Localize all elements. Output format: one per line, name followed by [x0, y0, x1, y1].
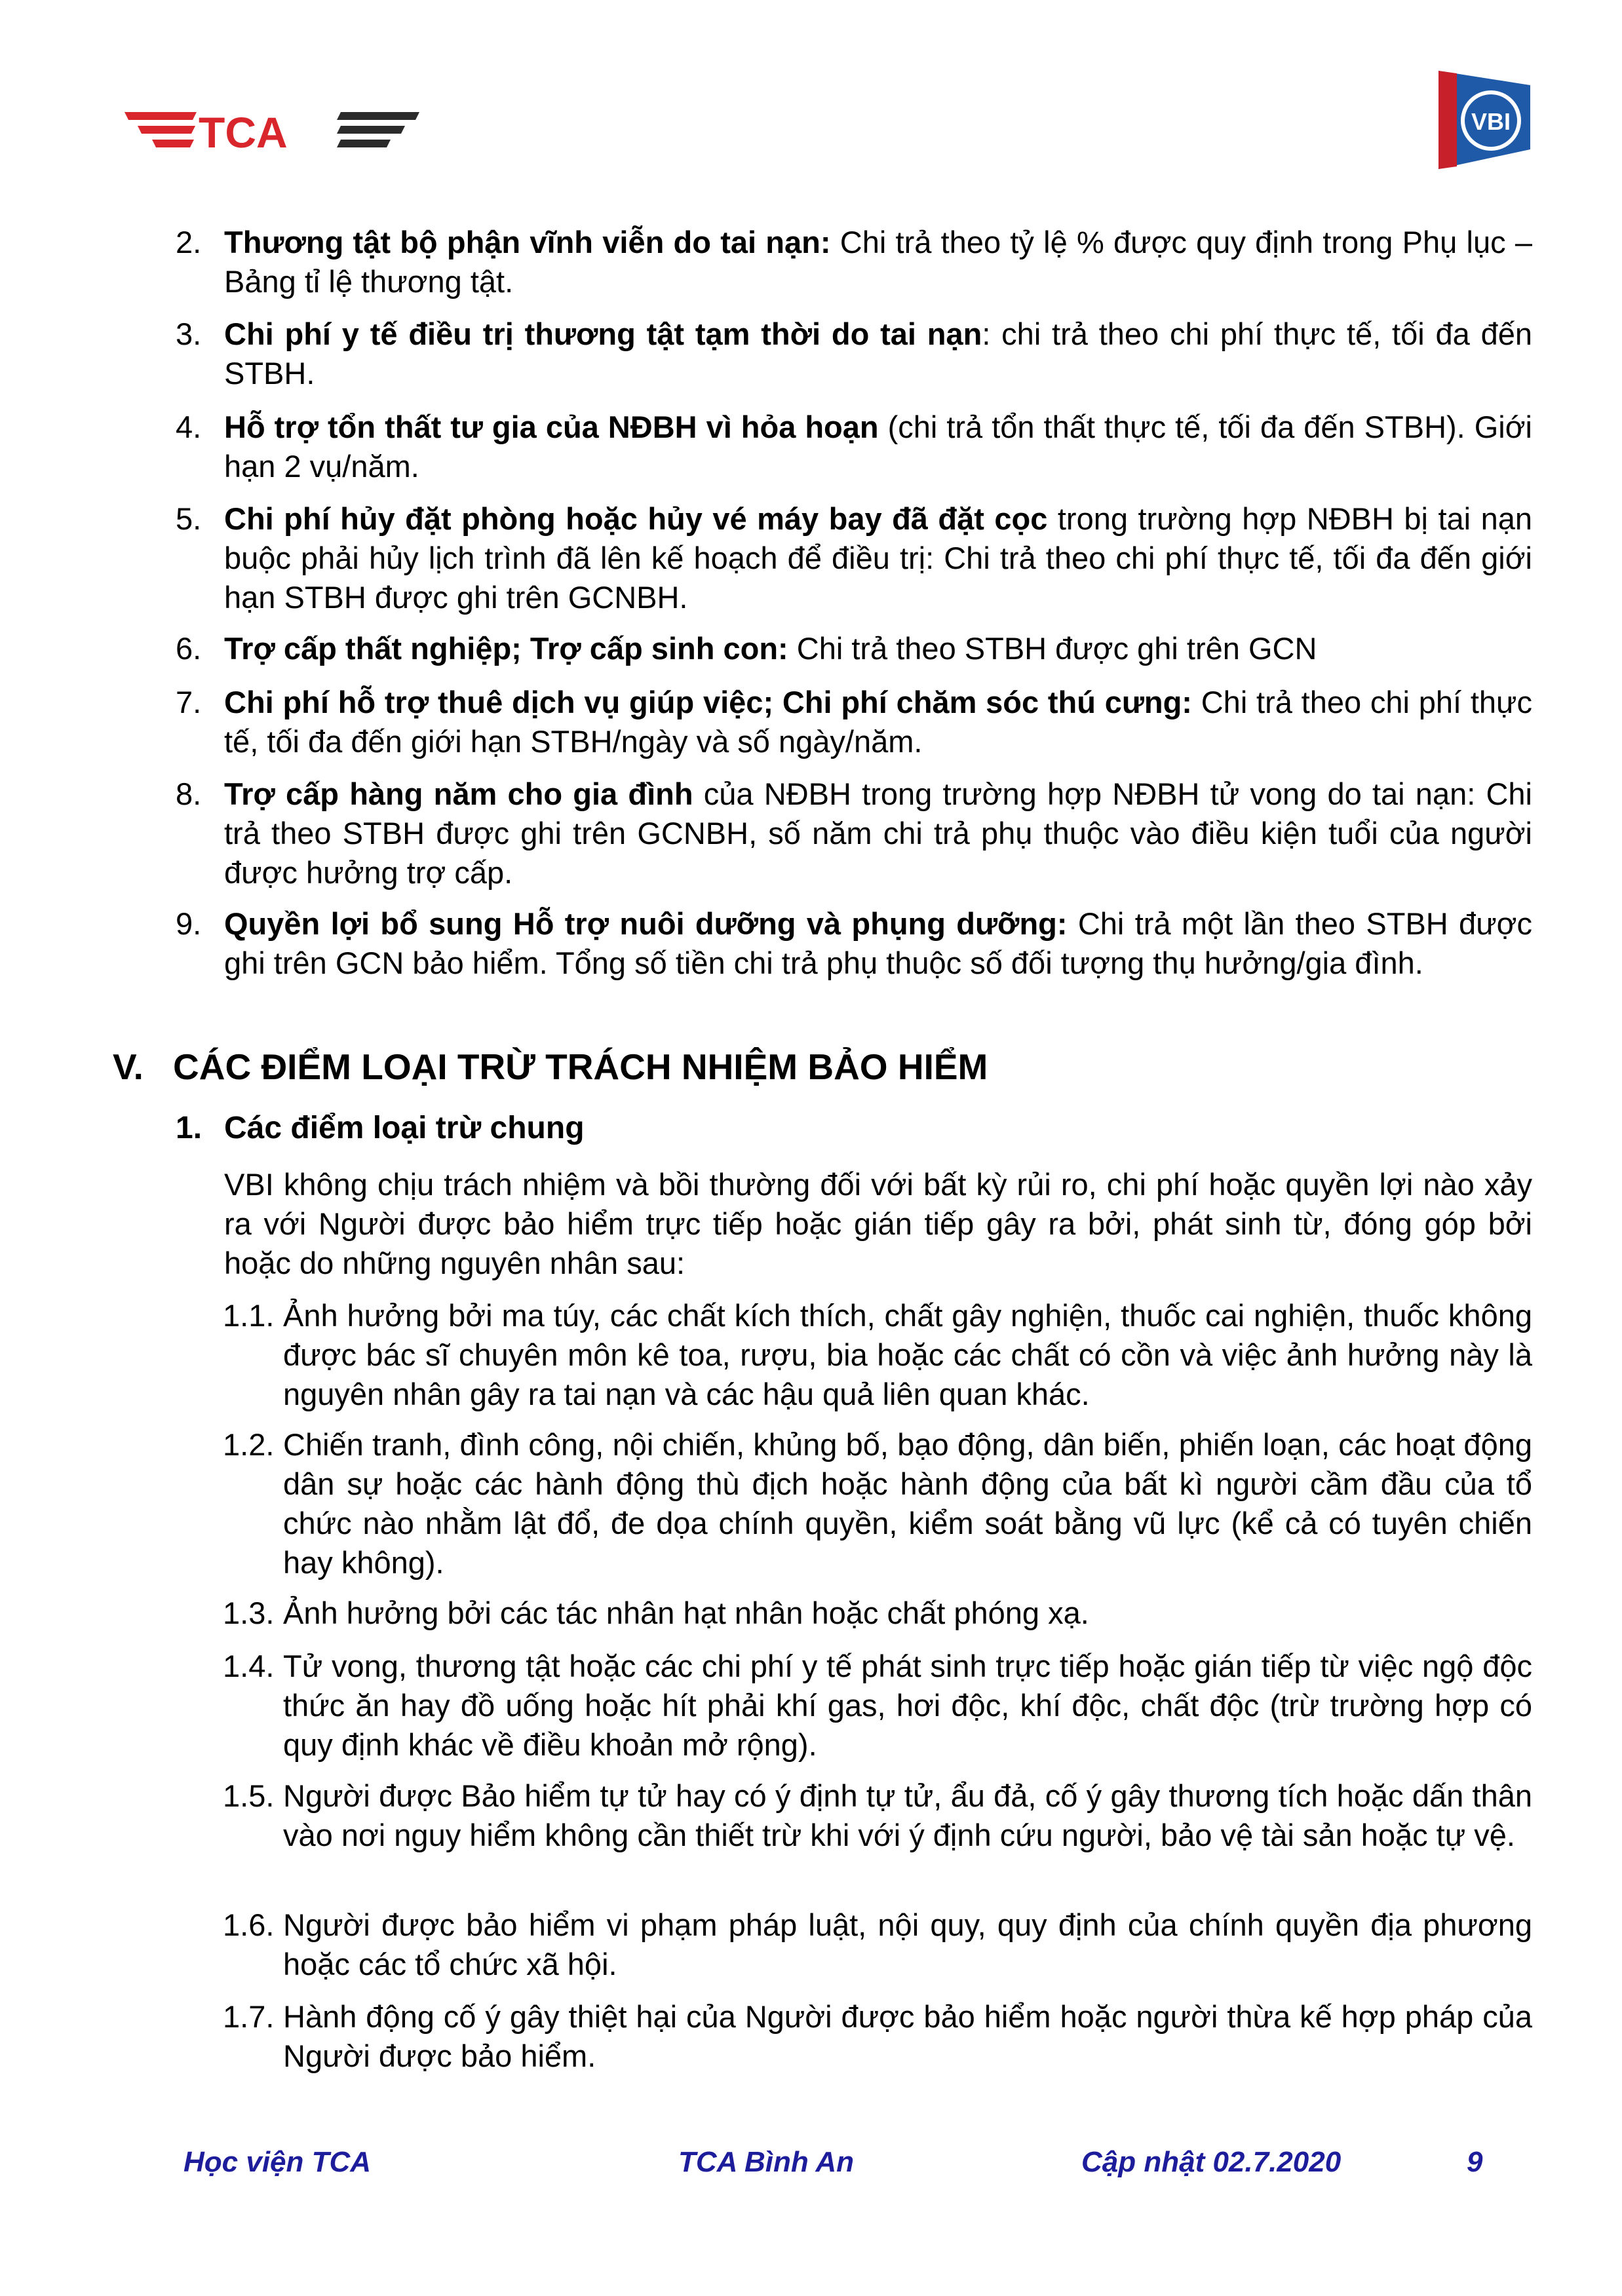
- exclusion-number: 1.2.: [223, 1427, 275, 1462]
- benefit-text: của NĐBH trong trường hợp NĐBH tử vong do tai nạn: Chi trả theo STBH được ghi trên GCNBH, số năm chi trả phụ thuộc vào điều kiện tuổi của người được hưởng trợ cấp.: [224, 776, 1533, 890]
- benefit-text: : chi trả theo chi phí thực tế, tối đa đến STBH.: [224, 316, 1532, 391]
- exclusion-number: 1.5.: [223, 1778, 275, 1813]
- benefit-number: 9.: [176, 906, 202, 941]
- benefit-item: [224, 775, 1532, 892]
- benefit-number: 3.: [176, 316, 202, 351]
- benefit-number: 7.: [176, 685, 202, 719]
- exclusion-number: 1.4.: [223, 1649, 275, 1683]
- svg-text:VBI: VBI: [1471, 108, 1511, 135]
- benefit-number: 4.: [176, 410, 202, 444]
- benefit-title: Chi phí hỗ trợ thuê dịch vụ giúp việc; Chi phí chăm sóc thú cưng:: [224, 685, 1192, 719]
- page-number: 9: [1467, 2146, 1483, 2178]
- benefit-item: [224, 499, 1532, 617]
- benefit-text: (chi trả tổn thất thực tế, tối đa đến STBH). Giới hạn 2 vụ/năm.: [224, 410, 1532, 484]
- subsection-number: 1.: [176, 1111, 203, 1145]
- exclusion-number: 1.3.: [223, 1596, 275, 1630]
- benefit-number: 8.: [176, 776, 202, 811]
- benefit-item: [224, 315, 1532, 393]
- exclusion-item: Người được Bảo hiểm tự tử hay có ý định tự tử, ẩu đả, cố ý gây thương tích hoặc dấn thân vào nơi nguy hiểm không cần thiết trừ khi với ý định cứu người, bảo vệ tài sản hoặc tự vệ.: [283, 1778, 1532, 1852]
- exclusion-number: 1.7.: [223, 1999, 275, 2034]
- benefit-title: Trợ cấp thất nghiệp; Trợ cấp sinh con:: [224, 631, 788, 666]
- exclusion-number: 1.1.: [223, 1298, 275, 1333]
- footer-center: TCA Bình An: [678, 2146, 855, 2178]
- section-title: CÁC ĐIỂM LOẠI TRỪ TRÁCH NHIỆM BẢO HIỂM: [173, 1046, 988, 1087]
- footer-updated: Cập nhật 02.7.2020: [1081, 2146, 1342, 2178]
- section-numeral: V.: [113, 1046, 144, 1087]
- benefit-title: Hỗ trợ tổn thất tư gia của NĐBH vì hỏa hoạn: [224, 410, 879, 444]
- exclusion-item: Người được bảo hiểm vi phạm pháp luật, nội quy, quy định của chính quyền địa phương hoặc các tổ chức xã hội.: [283, 1907, 1532, 1981]
- subsection-title: Các điểm loại trừ chung: [224, 1111, 585, 1145]
- exclusion-number: 1.6.: [223, 1907, 275, 1942]
- exclusion-item: Ảnh hưởng bởi ma túy, các chất kích thích, chất gây nghiện, thuốc cai nghiện, thuốc không được bác sĩ chuyên môn kê toa, rượu, bia hoặc các chất có cồn và việc ảnh hưởng này là nguyên nhân gây ra tai nạn và các hậu quả liên quan khác.: [283, 1298, 1532, 1411]
- exclusion-item: Hành động cố ý gây thiệt hại của Người được bảo hiểm hoặc người thừa kế hợp pháp của Người được bảo hiểm.: [283, 1999, 1532, 2073]
- benefit-text: Chi trả theo STBH được ghi trên GCN: [788, 631, 1317, 666]
- vbi-logo: [1439, 71, 1530, 169]
- benefit-title: Quyền lợi bổ sung Hỗ trợ nuôi dưỡng và phụng dưỡng:: [224, 906, 1068, 941]
- benefit-text: Chi trả một lần theo STBH được ghi trên GCN bảo hiểm. Tổng số tiền chi trả phụ thuộc số đối tượng thụ hưởng/gia đình.: [224, 906, 1532, 980]
- exclusion-item: Chiến tranh, đình công, nội chiến, khủng bố, bạo động, dân biến, phiến loạn, các hoạt động dân sự hoặc các hành động thù địch hoặc hành động của bất kì người cầm đầu của tổ chức nào nhằm lật đổ, đe dọa chính quyền, kiểm soát bằng vũ lực (kể cả có tuyên chiến hay không).: [283, 1427, 1532, 1580]
- exclusion-item: Tử vong, thương tật hoặc các chi phí y tế phát sinh trực tiếp hoặc gián tiếp từ việc ngộ độc thức ăn hay đồ uống hoặc hít phải khí gas, hơi độc, khí độc, chất độc (trừ trường hợp có quy định khác về điều khoản mở rộng).: [283, 1649, 1532, 1762]
- benefit-number: 6.: [176, 631, 202, 666]
- benefit-item: [224, 223, 1532, 301]
- benefit-number: 2.: [176, 225, 202, 259]
- benefit-item: [224, 629, 1532, 668]
- footer-left: Học viện TCA: [183, 2146, 372, 2178]
- section-intro: VBI không chịu trách nhiệm và bồi thường đối với bất kỳ rủi ro, chi phí hoặc quyền lợi nào xảy ra với Người được bảo hiểm trực tiếp hoặc gián tiếp gây ra bởi, phát sinh từ, đóng góp bởi hoặc do những nguyên nhân sau:: [224, 1167, 1532, 1280]
- benefit-title: Chi phí y tế điều trị thương tật tạm thời do tai nạn: [224, 316, 982, 351]
- benefit-title: Trợ cấp hàng năm cho gia đình: [224, 776, 693, 811]
- benefit-text: Chi trả theo chi phí thực tế, tối đa đến giới hạn STBH/ngày và số ngày/năm.: [224, 685, 1532, 759]
- benefit-item: [224, 683, 1532, 761]
- exclusion-item: Ảnh hưởng bởi các tác nhân hạt nhân hoặc chất phóng xạ.: [283, 1596, 1089, 1630]
- tca-logo: [125, 108, 419, 154]
- benefit-title: Thương tật bộ phận vĩnh viễn do tai nạn:: [224, 225, 831, 259]
- section-heading: [113, 1043, 988, 1090]
- benefit-number: 5.: [176, 501, 202, 536]
- svg-text:TCA: TCA: [199, 108, 288, 154]
- benefit-item: [224, 408, 1532, 486]
- benefit-title: Chi phí hủy đặt phòng hoặc hủy vé máy bay đã đặt cọc: [224, 501, 1048, 536]
- benefit-text: Chi trả theo tỷ lệ % được quy định trong Phụ lục – Bảng tỉ lệ thương tật.: [224, 225, 1532, 299]
- benefit-item: [224, 904, 1532, 983]
- subsection-heading: [176, 1109, 585, 1148]
- benefit-text: trong trường hợp NĐBH bị tai nạn buộc phải hủy lịch trình đã lên kế hoạch để điều trị: Chi trả theo chi phí thực tế, tối đa đến giới hạn STBH được ghi trên GCNBH.: [224, 501, 1533, 615]
